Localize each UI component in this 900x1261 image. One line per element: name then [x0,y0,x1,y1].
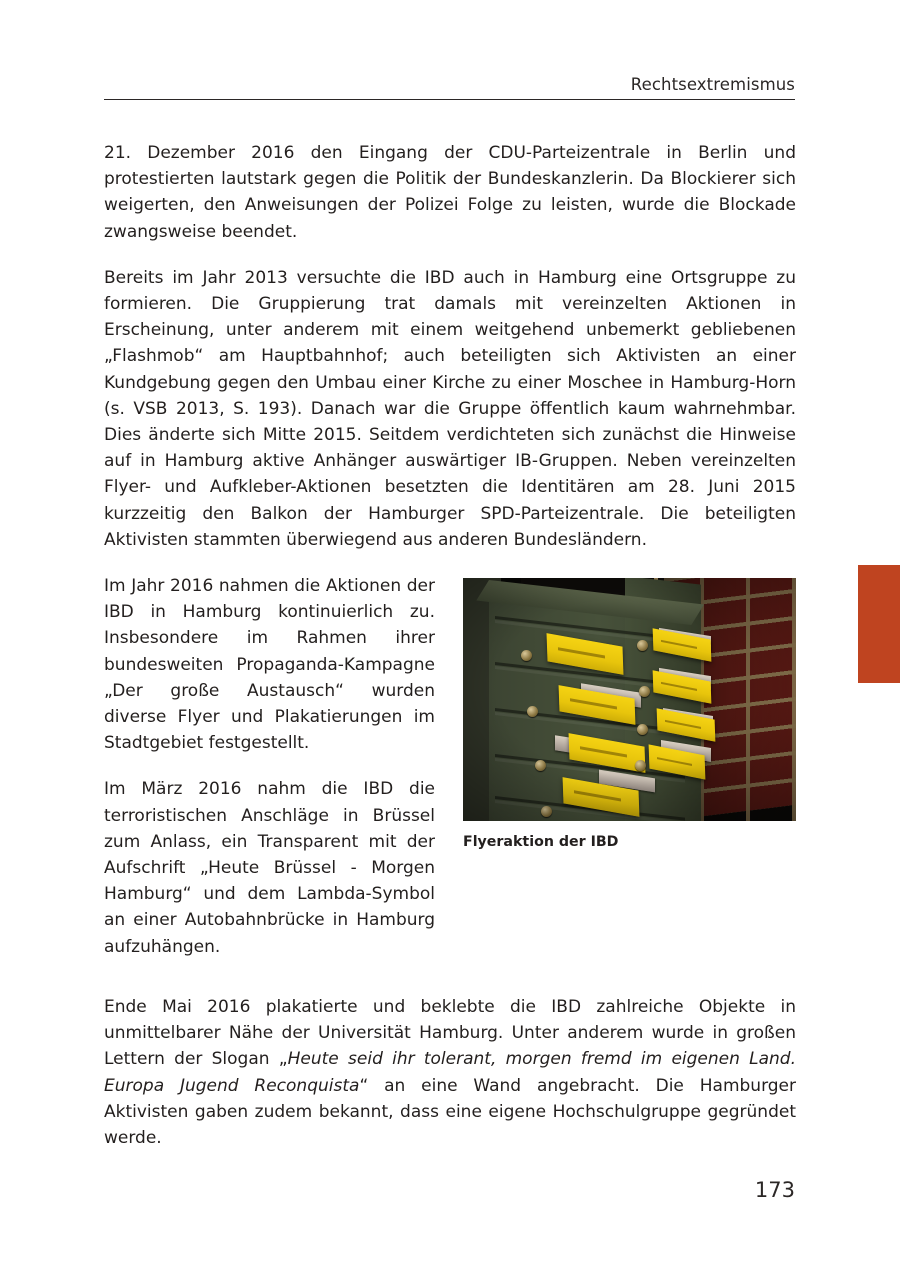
running-head: Rechtsextremismus [630,75,795,94]
paragraph-3: Im Jahr 2016 nahmen die Aktionen der IBD in Hamburg kontinuierlich zu. Insbesondere im Rahmen ihrer bundesweiten Propaganda-Kampagne „Der große Austausch“ wurden diverse Flyer und Plakatierungen im Stadtgebiet festgestellt. [104,576,435,754]
text-frame [104,140,796,1151]
photo-mailbox-lock [635,760,646,771]
paragraph-1: 21. Dezember 2016 den Eingang der CDU-Parteizentrale in Berlin und protestierten lautstark gegen die Politik der Bundeskanzlerin. Da Blockierer sich weigerten, den Anweisungen der Polizei Folge zu leisten, wurde die Blockade zwangsweise beendet. [104,143,796,242]
photo-mailbox-lock [535,760,546,771]
paragraph-5-tail-text: “ an eine Wand angebracht. Die Hamburger Aktivisten gaben zudem bekannt, dass eine eigene Hochschulgruppe gegründet werde. [104,1075,796,1148]
photo-mailboxes-with-flyers [463,578,796,821]
figure-flyeraktion [463,578,796,851]
page-number: 173 [754,1178,795,1202]
paragraph-5-lead-text: Ende Mai 2016 plakatierte und beklebte die IBD zahlreiche Objekte in unmittelbarer Nähe der Universität Hamburg. Unter anderem wurde in großen Lettern der Slogan „ [104,996,796,1070]
paragraph-2: Bereits im Jahr 2013 versuchte die IBD auch in Hamburg eine Ortsgruppe zu formieren. Die Gruppierung trat damals mit vereinzelten Aktionen in Erscheinung, unter anderem mit einem weitgehend unbemerkt gebliebenen „Flashmob“ am Hauptbahnhof; auch beteiligten sich Aktivisten an einer Kundgebung gegen den Umbau einer Kirche zu einer Moschee in Hamburg-Horn (s. VSB 2013, S. 193). Danach war die Gruppe öffentlich kaum wahrnehmbar. Dies änderte sich Mitte 2015. Seitdem verdichteten sich zunächst die Hinweise auf in Hamburg aktive Anhänger auswärtiger IB-Gruppen. Neben vereinzelten Flyer- und Aufkleber-Aktionen besetzten die Identitären am 28. Juni 2015 kurzzeitig den Balkon der Hamburger SPD-Parteizentrale. Die beteiligten Aktivisten stammten überwiegend aus anderen Bundesländern. [104,267,796,550]
figure-wrap-block [104,573,796,980]
photo-mailbox-lock [521,650,532,661]
chapter-thumb-tab [858,565,900,683]
paragraph-5 [104,994,796,1151]
photo-mailbox-lock [527,706,538,717]
photo-mailbox-lock [639,686,650,697]
header-rule [104,99,795,100]
photo-mailbox-lock [637,724,648,735]
figure-caption: Flyeraktion der IBD [463,834,619,851]
paragraph-4: Im März 2016 nahm die IBD die terroristischen Anschläge in Brüssel zum Anlass, ein Transparent mit der Aufschrift „Heute Brüssel - Morgen Hamburg“ und dem Lambda-Symbol an einer Autobahnbrücke in Hamburg aufzuhängen. [104,779,435,957]
photo-mailbox-lock [541,806,552,817]
paragraph-5-slogan-italic: Heute seid ihr tolerant, morgen fremd im eigenen Land. Europa Jugend Reconquista [104,1049,797,1096]
photo-mailbox-lock [637,640,648,651]
